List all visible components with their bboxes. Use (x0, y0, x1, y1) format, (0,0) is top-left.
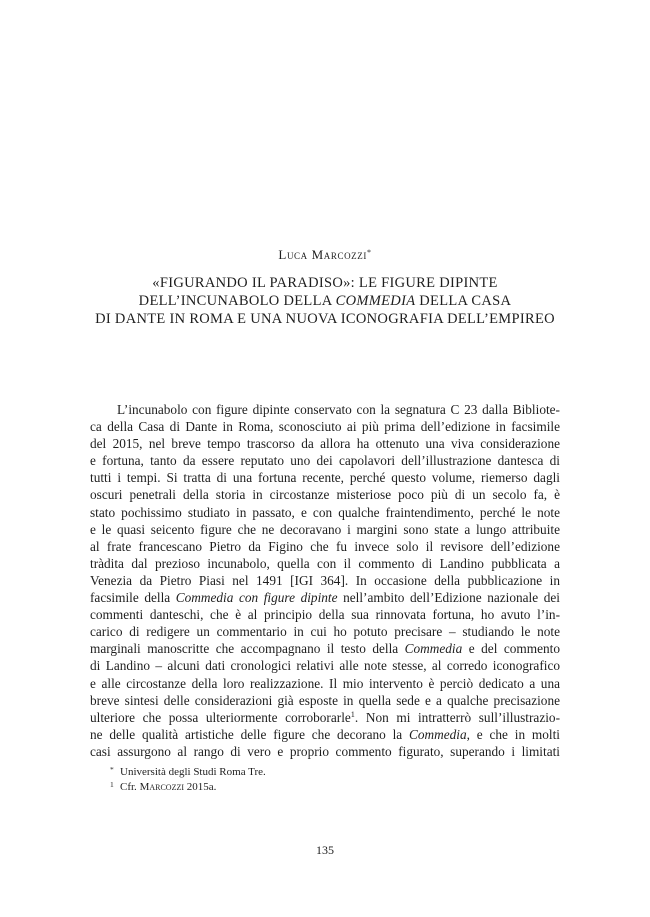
body-line-text: e fortuna, tanto da essere reputato uno dei capolavori dell’illustrazione dantesca di (90, 453, 560, 469)
body-line-text: , e che in molti (466, 726, 560, 742)
body-line-text: Venezia da Pietro Piasi nel 1491 [IGI 364]. In occasione della pubblicazione in (90, 572, 560, 588)
title-line-2-start: DELL’INCUNABOLO DELLA (138, 293, 336, 309)
article-title (30, 274, 620, 328)
body-line-text: tràdita dal prezioso incunabolo, quella con il commento di Landino pubblicata a (90, 555, 560, 571)
body-line-text: ne delle qualità artistiche delle figure che decorano la (90, 726, 410, 742)
body-line-text: e le quasi seicento figure che ne decoravano i margini sono state a lungo attribuite (90, 521, 560, 537)
body-paragraph (90, 401, 560, 760)
body-line (90, 555, 560, 572)
body-line (90, 726, 560, 743)
body-line (90, 521, 560, 538)
body-line-text: oscuri penetrali della storia in circostanze misteriose poco più di un secolo fa, è (90, 487, 560, 503)
body-line (90, 401, 560, 418)
title-line-2 (30, 292, 620, 310)
page-number: 135 (316, 843, 334, 857)
footnote-citation: 1 Cfr. Marcozzi 2015a. (110, 780, 217, 793)
body-line (90, 435, 560, 452)
footnote-reference: 1 (350, 710, 355, 720)
body-line-text: ca della Casa di Dante in Roma, sconosciuto ai più prima dell’edizione in facsimile (90, 419, 560, 435)
body-line-text: carico di redigere un commentario in cui ho potuto precisare – studiando le note (90, 624, 560, 640)
body-line (90, 572, 560, 589)
body-line-text: tutti i tempi. Si tratta di una fortuna recente, perché questo volume, riemerso dagli (90, 470, 560, 486)
body-line-text: e alle circostanze della loro realizzazione. Il mio intervento è perciò dedicato a una (90, 675, 560, 691)
italic-work-title: Commedia con figure dipinte (175, 590, 338, 606)
body-line (90, 709, 560, 726)
body-line-text: e del commento (462, 641, 560, 657)
body-line-text: casi assurgono al rango di vero e proprio commento figurato, superando i limitati (90, 743, 560, 759)
footnote-suffix: 2015a. (184, 781, 217, 793)
body-line (90, 589, 560, 606)
body-line-text: marginali manoscritte che accompagnano il testo della (90, 641, 405, 657)
body-line (90, 657, 560, 674)
body-line (90, 538, 560, 555)
body-line-text: ulteriore che possa ulteriormente corroborarle (90, 709, 351, 725)
body-line-text: breve sintesi delle considerazioni già esposte in quella sede e a qualche precisazione (90, 692, 560, 708)
body-line (90, 452, 560, 469)
title-line-1: «FIGURANDO IL PARADISO»: LE FIGURE DIPINTE (152, 275, 498, 291)
footnote-cited-author: Marcozzi (139, 781, 185, 793)
body-line (90, 418, 560, 435)
body-line-text: di Landino – alcuni dati cronologici relativi alle note stesse, al corredo iconografico (90, 658, 560, 674)
footnote-affiliation: * Università degli Studi Roma Tre. (110, 765, 266, 778)
footnote-prefix: Cfr. (120, 781, 140, 793)
body-line-text: L’incunabolo con figure dipinte conservato con la segnatura C 23 dalla Bibliote- (117, 402, 560, 417)
body-line (90, 504, 560, 521)
body-line (90, 486, 560, 503)
body-line-text: facsimile della (90, 590, 176, 606)
italic-work-title: Commedia (409, 726, 467, 742)
body-line (90, 743, 560, 760)
body-line (90, 606, 560, 623)
body-line-text: al frate francescano Pietro da Figino che fu invece solo il revisore dell’edizione (90, 538, 560, 554)
author-line (0, 246, 650, 264)
body-line-text: stato pochissimo studiato in passato, e con qualche fraintendimento, perché le note (90, 504, 560, 520)
body-line (90, 675, 560, 692)
title-italic-work: COMMEDIA (335, 293, 416, 309)
body-line (90, 623, 560, 640)
footnotes (110, 765, 560, 795)
body-line (90, 640, 560, 657)
body-line-text: commenti danteschi, che è al principio della sua rinnovata fortuna, ho avuto l’in- (90, 607, 560, 623)
body-line-text: del 2015, nel breve tempo trascorso da allora ha ottenuto una viva considerazione (90, 436, 560, 452)
body-line-text: nell’ambito dell’Edizione nazionale dei (337, 590, 560, 606)
body-line (90, 692, 560, 709)
author-name: Luca Marcozzi (278, 247, 367, 262)
body-line-text: . Non mi intratterrò sull’illustrazio- (354, 709, 561, 725)
title-line-3: DI DANTE IN ROMA E UNA NUOVA ICONOGRAFIA DELL’EMPIREO (95, 311, 555, 327)
body-line (90, 469, 560, 486)
title-line-2-end: DELLA CASA (415, 293, 512, 309)
author-footnote-mark: * (366, 247, 372, 257)
italic-work-title: Commedia (404, 641, 463, 657)
footnote-text: Università degli Studi Roma Tre. (120, 766, 266, 778)
